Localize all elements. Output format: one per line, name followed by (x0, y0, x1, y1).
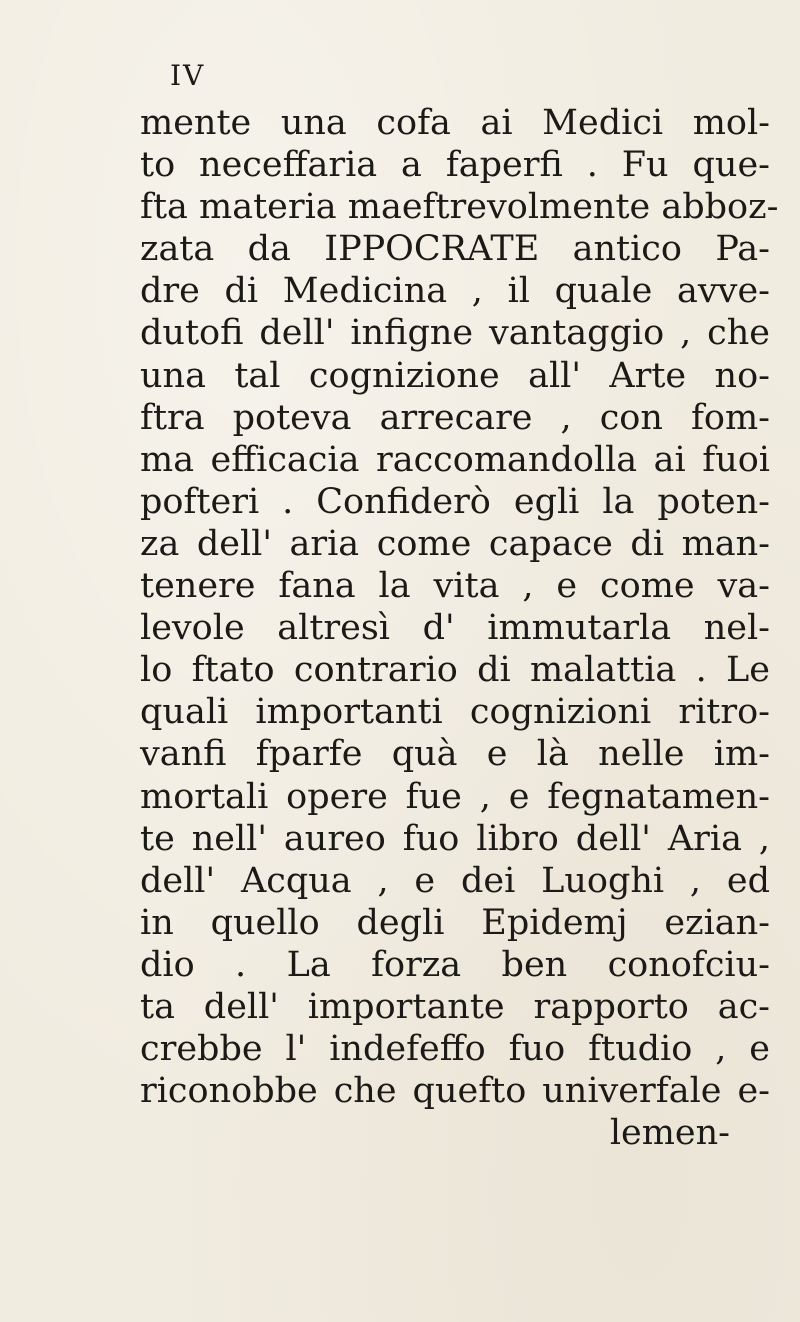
text-line: riconobbe che quefto univerfale e- (140, 1071, 770, 1112)
text-line: mente una cofa ai Medici mol- (140, 103, 770, 143)
body-text (140, 102, 779, 1154)
text-line: vanfi fparfe quà e là nelle im- (140, 734, 770, 775)
text-line: ftra poteva arrecare , con fom- (140, 397, 770, 438)
text-line: levole altresì d' immutarla nel- (140, 608, 770, 649)
text-line: te nell' aureo fuo libro dell' Aria , (140, 818, 770, 859)
catchword-line: lemen- (609, 1113, 730, 1154)
text-line: dutofi dell' infigne vantaggio , che (140, 313, 770, 354)
text-line: dio . La forza ben conofciu- (140, 944, 770, 985)
text-line: crebbe l' indefeffo fuo ftudio , e (140, 1029, 770, 1070)
text-line: fta materia maeftrevolmente abboz- (140, 187, 779, 228)
text-line: in quello degli Epidemj ezian- (140, 902, 770, 943)
text-line: tenere fana la vita , e come va- (140, 566, 770, 607)
text-line: lo ftato contrario di malattia . Le (140, 650, 770, 691)
text-line: pofteri . Confiderò egli la poten- (140, 481, 770, 522)
page-number: IV (170, 59, 206, 92)
text-line: zata da IPPOCRATE antico Pa- (140, 229, 770, 270)
text-line: ta dell' importante rapporto ac- (140, 986, 770, 1027)
text-line: dell' Acqua , e dei Luoghi , ed (140, 860, 770, 901)
text-line: za dell' aria come capace di man- (140, 523, 770, 564)
text-line: dre di Medicina , il quale avve- (140, 271, 770, 312)
text-line: to neceffaria a faperfi . Fu que- (140, 145, 770, 186)
text-line: quali importanti cognizioni ritro- (140, 692, 770, 733)
text-line: una tal cognizione all' Arte no- (140, 355, 770, 396)
text-line: mortali opere fue , e fegnatamen- (140, 776, 770, 817)
text-line: ma efficacia raccomandolla ai fuoi (140, 439, 770, 480)
